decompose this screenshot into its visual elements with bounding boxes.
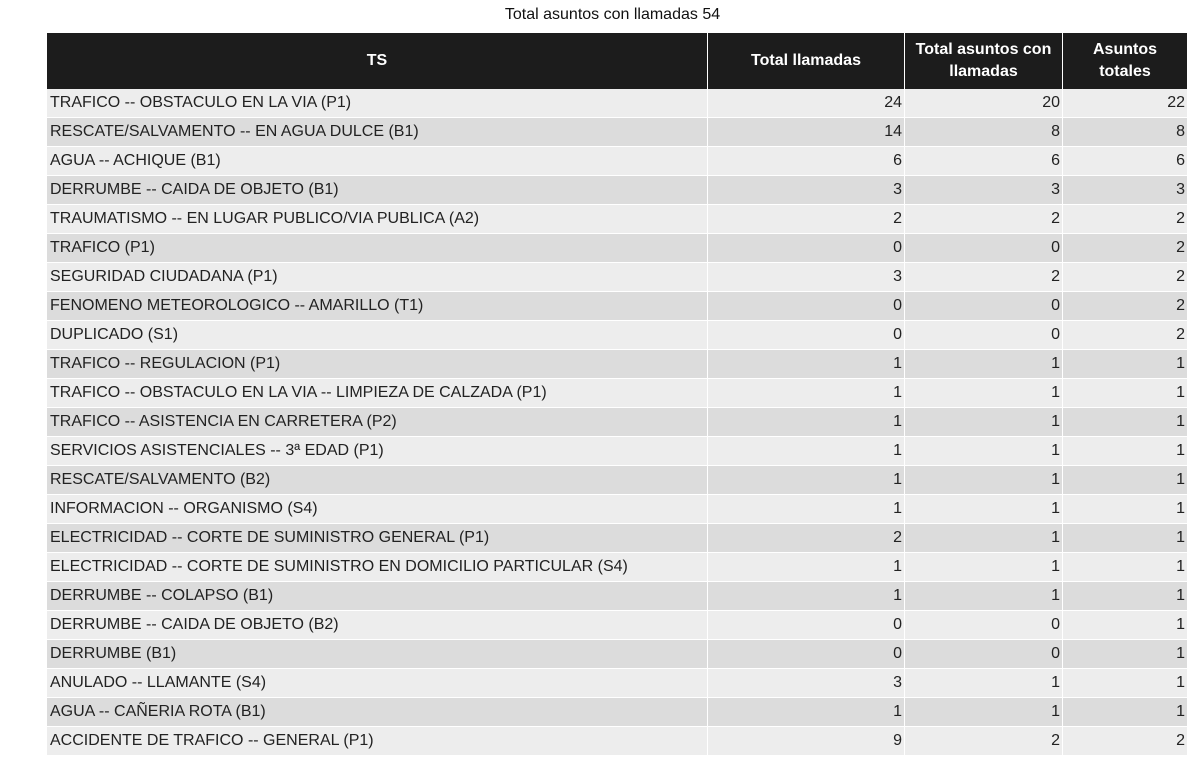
cell-total-asuntos-con-llamadas: 1 — [905, 669, 1063, 698]
cell-asuntos-totales: 1 — [1063, 698, 1187, 727]
table-row — [47, 321, 1187, 350]
cell-total-llamadas: 3 — [708, 669, 905, 698]
cell-ts: RESCATE/SALVAMENTO (B2) — [47, 466, 708, 495]
cell-asuntos-totales: 6 — [1063, 147, 1187, 176]
cell-ts: AGUA -- CAÑERIA ROTA (B1) — [47, 698, 708, 727]
cell-asuntos-totales: 22 — [1063, 89, 1187, 118]
cell-ts: SERVICIOS ASISTENCIALES -- 3ª EDAD (P1) — [47, 437, 708, 466]
cell-ts: TRAFICO -- REGULACION (P1) — [47, 350, 708, 379]
table-row — [47, 553, 1187, 582]
cell-total-asuntos-con-llamadas: 0 — [905, 234, 1063, 263]
cell-total-llamadas: 0 — [708, 640, 905, 669]
cell-total-asuntos-con-llamadas: 0 — [905, 640, 1063, 669]
table-row — [47, 234, 1187, 263]
table-header — [47, 33, 1187, 89]
cell-ts: DERRUMBE -- COLAPSO (B1) — [47, 582, 708, 611]
header-ts-label: TS — [366, 52, 388, 69]
cell-total-llamadas: 0 — [708, 292, 905, 321]
table-row — [47, 437, 1187, 466]
cell-total-asuntos-con-llamadas: 1 — [905, 408, 1063, 437]
cell-total-llamadas: 14 — [708, 118, 905, 147]
table-row — [47, 611, 1187, 640]
header-total-asuntos-line2: llamadas — [949, 63, 1018, 80]
cell-asuntos-totales: 1 — [1063, 408, 1187, 437]
table-row — [47, 176, 1187, 205]
table-row — [47, 147, 1187, 176]
header-ts — [47, 33, 708, 89]
cell-asuntos-totales: 2 — [1063, 205, 1187, 234]
table-row — [47, 408, 1187, 437]
cell-ts: TRAFICO -- OBSTACULO EN LA VIA (P1) — [47, 89, 708, 118]
report-table — [47, 33, 1187, 756]
cell-ts: TRAFICO -- OBSTACULO EN LA VIA -- LIMPIEZA DE CALZADA (P1) — [47, 379, 708, 408]
table-row — [47, 205, 1187, 234]
cell-total-asuntos-con-llamadas: 2 — [905, 263, 1063, 292]
cell-total-llamadas: 1 — [708, 495, 905, 524]
header-asuntos-totales — [1063, 33, 1187, 89]
cell-total-llamadas: 2 — [708, 205, 905, 234]
header-total-llamadas — [708, 33, 905, 89]
cell-total-asuntos-con-llamadas: 1 — [905, 437, 1063, 466]
table-row — [47, 89, 1187, 118]
cell-total-asuntos-con-llamadas: 2 — [905, 205, 1063, 234]
cell-ts: DERRUMBE -- CAIDA DE OBJETO (B1) — [47, 176, 708, 205]
table-row — [47, 582, 1187, 611]
cell-asuntos-totales: 2 — [1063, 263, 1187, 292]
table-row — [47, 263, 1187, 292]
cell-total-llamadas: 1 — [708, 379, 905, 408]
cell-asuntos-totales: 1 — [1063, 437, 1187, 466]
table-row — [47, 669, 1187, 698]
cell-total-asuntos-con-llamadas: 1 — [905, 698, 1063, 727]
cell-total-asuntos-con-llamadas: 0 — [905, 611, 1063, 640]
cell-total-llamadas: 1 — [708, 408, 905, 437]
cell-total-asuntos-con-llamadas: 3 — [905, 176, 1063, 205]
cell-ts: FENOMENO METEOROLOGICO -- AMARILLO (T1) — [47, 292, 708, 321]
report-title: Total asuntos con llamadas 54 — [504, 6, 721, 23]
cell-asuntos-totales: 1 — [1063, 350, 1187, 379]
cell-asuntos-totales: 2 — [1063, 321, 1187, 350]
cell-total-asuntos-con-llamadas: 8 — [905, 118, 1063, 147]
table-row — [47, 727, 1187, 756]
header-asuntos-totales-line2: totales — [1099, 63, 1151, 80]
cell-ts: TRAFICO -- ASISTENCIA EN CARRETERA (P2) — [47, 408, 708, 437]
cell-total-llamadas: 6 — [708, 147, 905, 176]
header-row — [47, 33, 1187, 89]
cell-total-llamadas: 1 — [708, 553, 905, 582]
header-total-asuntos-con-llamadas — [905, 33, 1063, 89]
cell-asuntos-totales: 1 — [1063, 582, 1187, 611]
cell-asuntos-totales: 2 — [1063, 292, 1187, 321]
cell-asuntos-totales: 2 — [1063, 234, 1187, 263]
cell-ts: INFORMACION -- ORGANISMO (S4) — [47, 495, 708, 524]
cell-asuntos-totales: 1 — [1063, 640, 1187, 669]
cell-total-llamadas: 1 — [708, 437, 905, 466]
header-total-asuntos-line1: Total asuntos con — [915, 41, 1052, 58]
cell-total-asuntos-con-llamadas: 6 — [905, 147, 1063, 176]
cell-ts: RESCATE/SALVAMENTO -- EN AGUA DULCE (B1) — [47, 118, 708, 147]
table-row — [47, 698, 1187, 727]
cell-asuntos-totales: 1 — [1063, 611, 1187, 640]
cell-ts: SEGURIDAD CIUDADANA (P1) — [47, 263, 708, 292]
cell-ts: ACCIDENTE DE TRAFICO -- GENERAL (P1) — [47, 727, 708, 756]
cell-asuntos-totales: 1 — [1063, 669, 1187, 698]
cell-total-llamadas: 3 — [708, 176, 905, 205]
cell-asuntos-totales: 1 — [1063, 524, 1187, 553]
cell-ts: ELECTRICIDAD -- CORTE DE SUMINISTRO GENERAL (P1) — [47, 524, 708, 553]
cell-total-asuntos-con-llamadas: 2 — [905, 727, 1063, 756]
cell-ts: DERRUMBE -- CAIDA DE OBJETO (B2) — [47, 611, 708, 640]
cell-asuntos-totales: 8 — [1063, 118, 1187, 147]
table-row — [47, 350, 1187, 379]
cell-total-llamadas: 1 — [708, 698, 905, 727]
table-body — [47, 89, 1187, 756]
cell-total-llamadas: 24 — [708, 89, 905, 118]
table-row — [47, 292, 1187, 321]
cell-asuntos-totales: 1 — [1063, 553, 1187, 582]
header-total-llamadas-label: Total llamadas — [751, 52, 861, 69]
cell-total-asuntos-con-llamadas: 1 — [905, 350, 1063, 379]
cell-total-llamadas: 0 — [708, 611, 905, 640]
table-row — [47, 379, 1187, 408]
cell-ts: ELECTRICIDAD -- CORTE DE SUMINISTRO EN DOMICILIO PARTICULAR (S4) — [47, 553, 708, 582]
cell-total-asuntos-con-llamadas: 1 — [905, 582, 1063, 611]
cell-total-asuntos-con-llamadas: 20 — [905, 89, 1063, 118]
header-asuntos-totales-line1: Asuntos — [1093, 41, 1157, 58]
cell-asuntos-totales: 1 — [1063, 466, 1187, 495]
cell-total-llamadas: 1 — [708, 466, 905, 495]
cell-total-llamadas: 1 — [708, 350, 905, 379]
cell-total-llamadas: 0 — [708, 321, 905, 350]
cell-asuntos-totales: 1 — [1063, 495, 1187, 524]
cell-total-llamadas: 3 — [708, 263, 905, 292]
cell-asuntos-totales: 2 — [1063, 727, 1187, 756]
table-row — [47, 495, 1187, 524]
cell-total-llamadas: 1 — [708, 582, 905, 611]
table-row — [47, 466, 1187, 495]
cell-total-llamadas: 0 — [708, 234, 905, 263]
cell-ts: TRAFICO (P1) — [47, 234, 708, 263]
cell-ts: DUPLICADO (S1) — [47, 321, 708, 350]
cell-total-asuntos-con-llamadas: 0 — [905, 292, 1063, 321]
cell-ts: DERRUMBE (B1) — [47, 640, 708, 669]
cell-total-asuntos-con-llamadas: 0 — [905, 321, 1063, 350]
cell-total-asuntos-con-llamadas: 1 — [905, 495, 1063, 524]
cell-asuntos-totales: 3 — [1063, 176, 1187, 205]
cell-total-asuntos-con-llamadas: 1 — [905, 553, 1063, 582]
table-row — [47, 640, 1187, 669]
cell-ts: TRAUMATISMO -- EN LUGAR PUBLICO/VIA PUBLICA (A2) — [47, 205, 708, 234]
table-row — [47, 118, 1187, 147]
cell-total-llamadas: 2 — [708, 524, 905, 553]
cell-total-asuntos-con-llamadas: 1 — [905, 524, 1063, 553]
cell-total-llamadas: 9 — [708, 727, 905, 756]
cell-ts: AGUA -- ACHIQUE (B1) — [47, 147, 708, 176]
cell-total-asuntos-con-llamadas: 1 — [905, 466, 1063, 495]
cell-asuntos-totales: 1 — [1063, 379, 1187, 408]
table-row — [47, 524, 1187, 553]
cell-ts: ANULADO -- LLAMANTE (S4) — [47, 669, 708, 698]
cell-total-asuntos-con-llamadas: 1 — [905, 379, 1063, 408]
